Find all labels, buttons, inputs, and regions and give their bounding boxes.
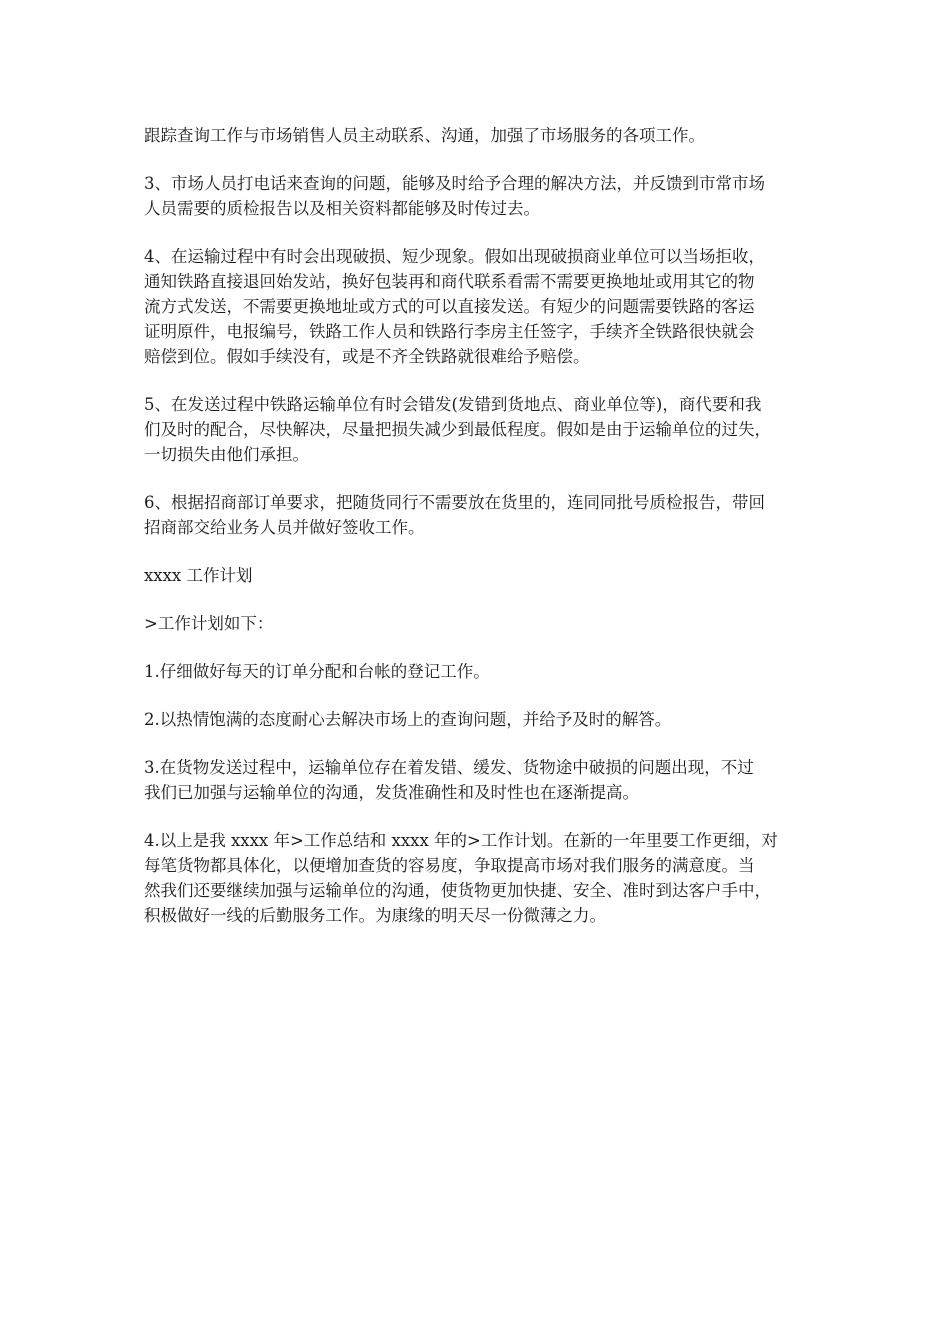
text-line: >工作计划如下： <box>144 614 274 633</box>
section-heading-work-plan <box>144 563 808 588</box>
text-line: 跟踪查询工作与市场销售人员主动联系、沟通，加强了市场服务的各项工作。 <box>144 126 705 145</box>
text-line: 每笔货物都具体化，以便增加查货的容易度，争取提高市场对我们服务的满意度。当 <box>144 856 755 875</box>
paragraph-tracking <box>144 123 808 148</box>
text-line: 我们已加强与运输单位的沟通，发货准确性和及时性也在逐渐提高。 <box>144 783 639 802</box>
paragraph-plan-2 <box>144 707 808 732</box>
text-line: 4.以上是我 xxxx 年>工作总结和 xxxx 年的>工作计划。在新的一年里要工作更细，对 <box>144 831 778 850</box>
text-line: 通知铁路直接退回始发站，换好包装再和商代联系看需不需要更换地址或用其它的物 <box>144 272 755 291</box>
text-line: 3、市场人员打电话来查询的问题，能够及时给予合理的解决方法，并反馈到市常市场 <box>144 174 765 193</box>
text-line: 1.仔细做好每天的订单分配和台帐的登记工作。 <box>144 662 490 681</box>
text-line: 一切损失由他们承担。 <box>144 445 309 464</box>
text-line: 积极做好一线的后勤服务工作。为康缘的明天尽一份微薄之力。 <box>144 906 606 925</box>
paragraph-plan-3 <box>144 755 808 805</box>
paragraph-plan-intro <box>144 611 808 636</box>
text-line: 4、在运输过程中有时会出现破损、短少现象。假如出现破损商业单位可以当场拒收， <box>144 247 765 266</box>
text-line: 流方式发送，不需要更换地址或方式的可以直接发送。有短少的问题需要铁路的客运 <box>144 297 755 316</box>
text-line: 然我们还要继续加强与运输单位的沟通，使货物更加快捷、安全、准时到达客户手中， <box>144 881 771 900</box>
text-line: 们及时的配合，尽快解决，尽量把损失减少到最低程度。假如是由于运输单位的过失， <box>144 420 771 439</box>
text-line: xxxx 工作计划 <box>144 566 253 585</box>
paragraph-plan-4 <box>144 828 808 928</box>
text-line: 证明原件，电报编号，铁路工作人员和铁路行李房主任签字，手续齐全铁路很快就会 <box>144 322 755 341</box>
document-body <box>144 123 808 951</box>
text-line: 5、在发送过程中铁路运输单位有时会错发(发错到货地点、商业单位等)，商代要和我 <box>144 395 762 414</box>
text-line: 人员需要的质检报告以及相关资料都能够及时传过去。 <box>144 199 540 218</box>
text-line: 3.在货物发送过程中，运输单位存在着发错、缓发、货物途中破损的问题出现，不过 <box>144 758 754 777</box>
paragraph-plan-1 <box>144 659 808 684</box>
paragraph-item-5 <box>144 392 808 467</box>
paragraph-item-6 <box>144 490 808 540</box>
text-line: 6、根据招商部订单要求，把随货同行不需要放在货里的，连同同批号质检报告，带回 <box>144 493 765 512</box>
text-line: 2.以热情饱满的态度耐心去解决市场上的查询问题，并给予及时的解答。 <box>144 710 672 729</box>
text-line: 赔偿到位。假如手续没有，或是不齐全铁路就很难给予赔偿。 <box>144 347 590 366</box>
paragraph-item-3 <box>144 171 808 221</box>
text-line: 招商部交给业务人员并做好签收工作。 <box>144 518 425 537</box>
paragraph-item-4 <box>144 244 808 369</box>
